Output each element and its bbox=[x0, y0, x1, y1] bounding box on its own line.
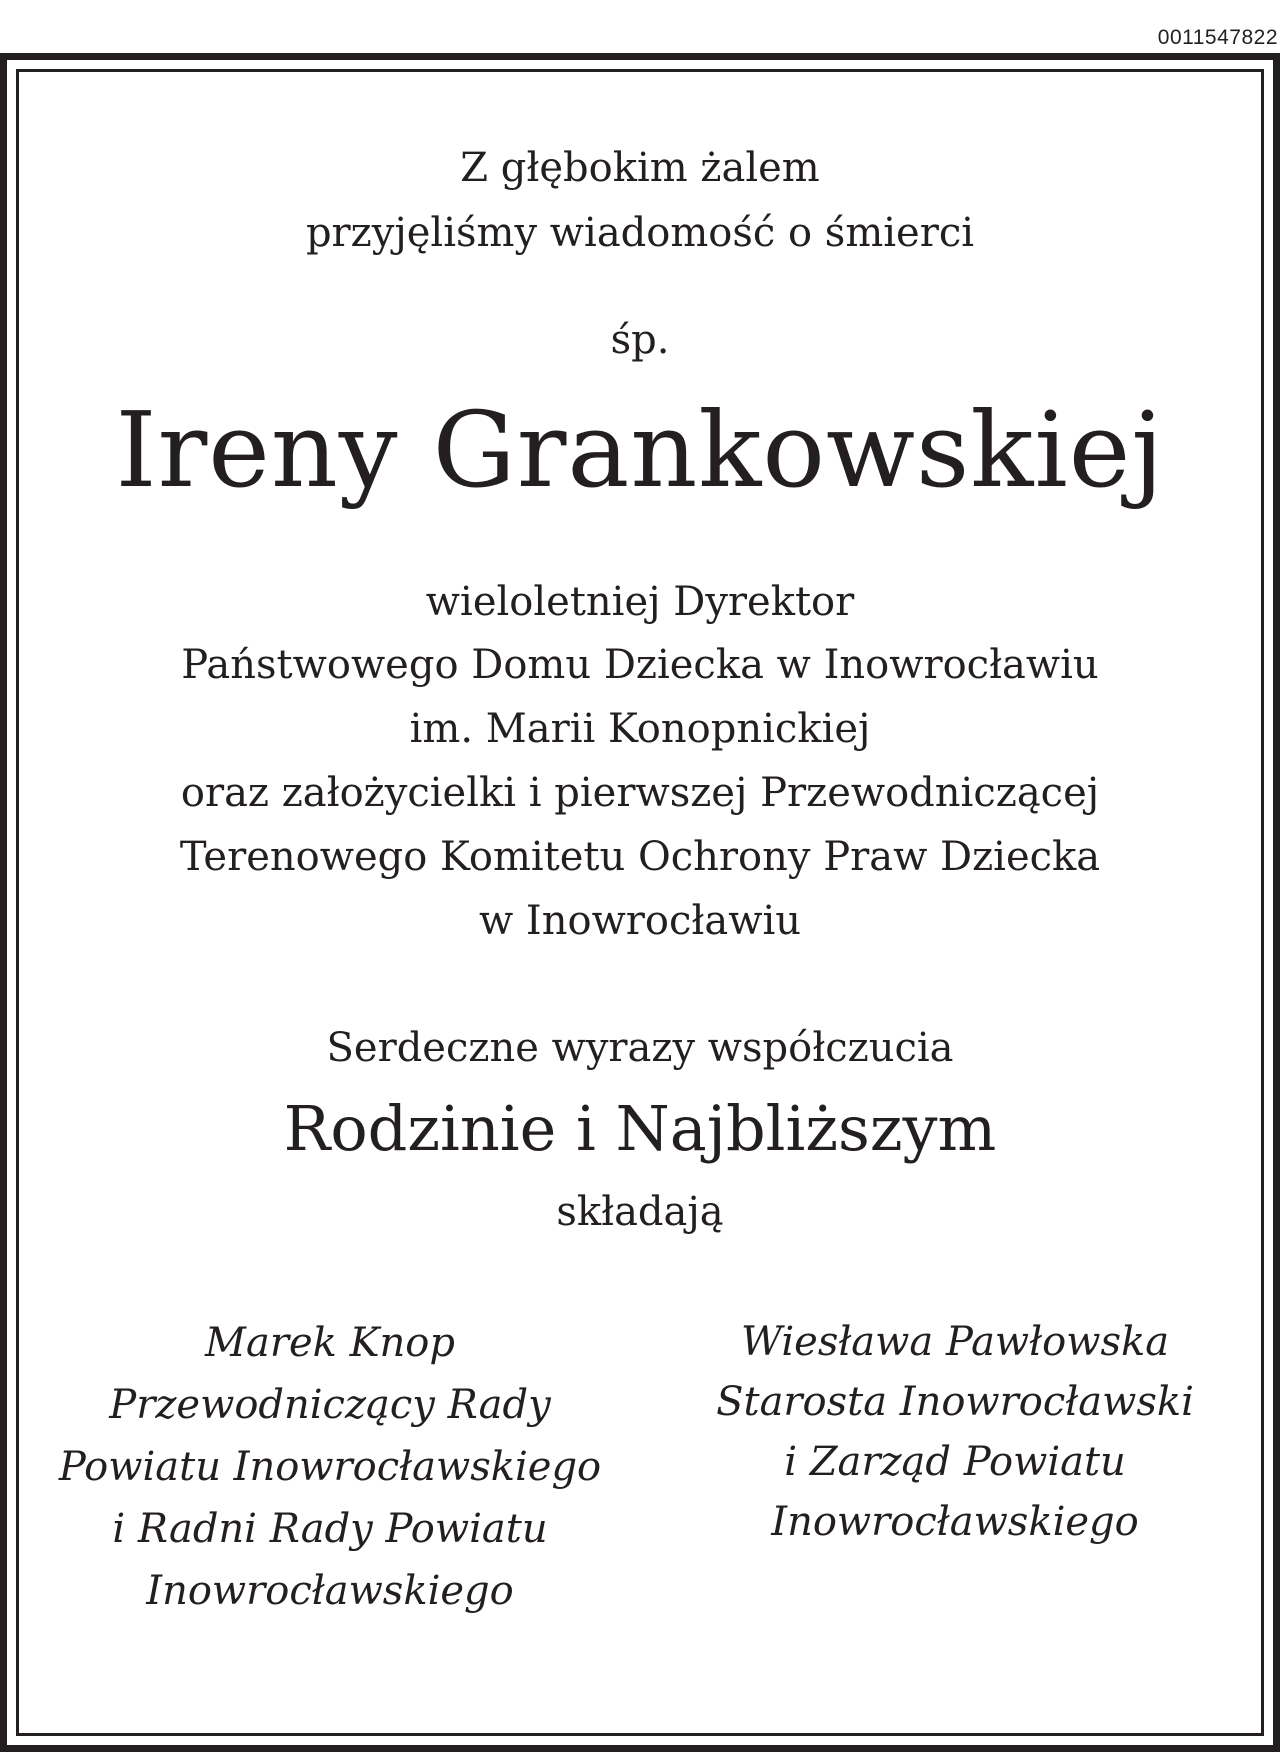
signatory-left-line: Marek Knop bbox=[205, 1320, 455, 1366]
prefix-sp: śp. bbox=[610, 317, 670, 363]
signatory-left-line: Powiatu Inowrocławskiego bbox=[58, 1444, 602, 1490]
deceased-name: Ireny Grankowskiej bbox=[115, 389, 1165, 511]
signatory-right-line: Wiesława Pawłowska bbox=[740, 1319, 1170, 1365]
signatory-left-line: Inowrocławskiego bbox=[146, 1568, 514, 1614]
description-line-6: w Inowrocławiu bbox=[478, 898, 802, 944]
condolence-recipients: Rodzinie i Najbliższym bbox=[283, 1092, 997, 1165]
description-line-4: oraz założycielki i pierwszej Przewodniczącej bbox=[180, 770, 1100, 816]
signatory-left-line: Przewodniczący Rady bbox=[109, 1382, 551, 1428]
ad-number: 0011547822 bbox=[1157, 26, 1278, 49]
signatory-right-line: Starosta Inowrocławski bbox=[716, 1379, 1194, 1425]
signatory-right-line: Inowrocławskiego bbox=[771, 1499, 1139, 1545]
intro-line-2: przyjęliśmy wiadomość o śmierci bbox=[305, 210, 975, 256]
signatory-left-line: i Radni Rady Powiatu bbox=[112, 1506, 548, 1552]
signatory-right bbox=[660, 1312, 1250, 1552]
description-line-1: wieloletniej Dyrektor bbox=[425, 579, 855, 625]
signatory-right-line: i Zarząd Powiatu bbox=[784, 1439, 1126, 1485]
description-line-5: Terenowego Komitetu Ochrony Praw Dziecka bbox=[179, 834, 1101, 880]
intro-line-1: Z głębokim żalem bbox=[460, 145, 820, 191]
signatory-left bbox=[40, 1312, 620, 1622]
description-line-3: im. Marii Konopnickiej bbox=[409, 706, 871, 752]
condolence-closing: składają bbox=[556, 1189, 724, 1235]
description-line-2: Państwowego Domu Dziecka w Inowrocławiu bbox=[181, 642, 1099, 688]
condolence-line: Serdeczne wyrazy współczucia bbox=[326, 1025, 954, 1071]
